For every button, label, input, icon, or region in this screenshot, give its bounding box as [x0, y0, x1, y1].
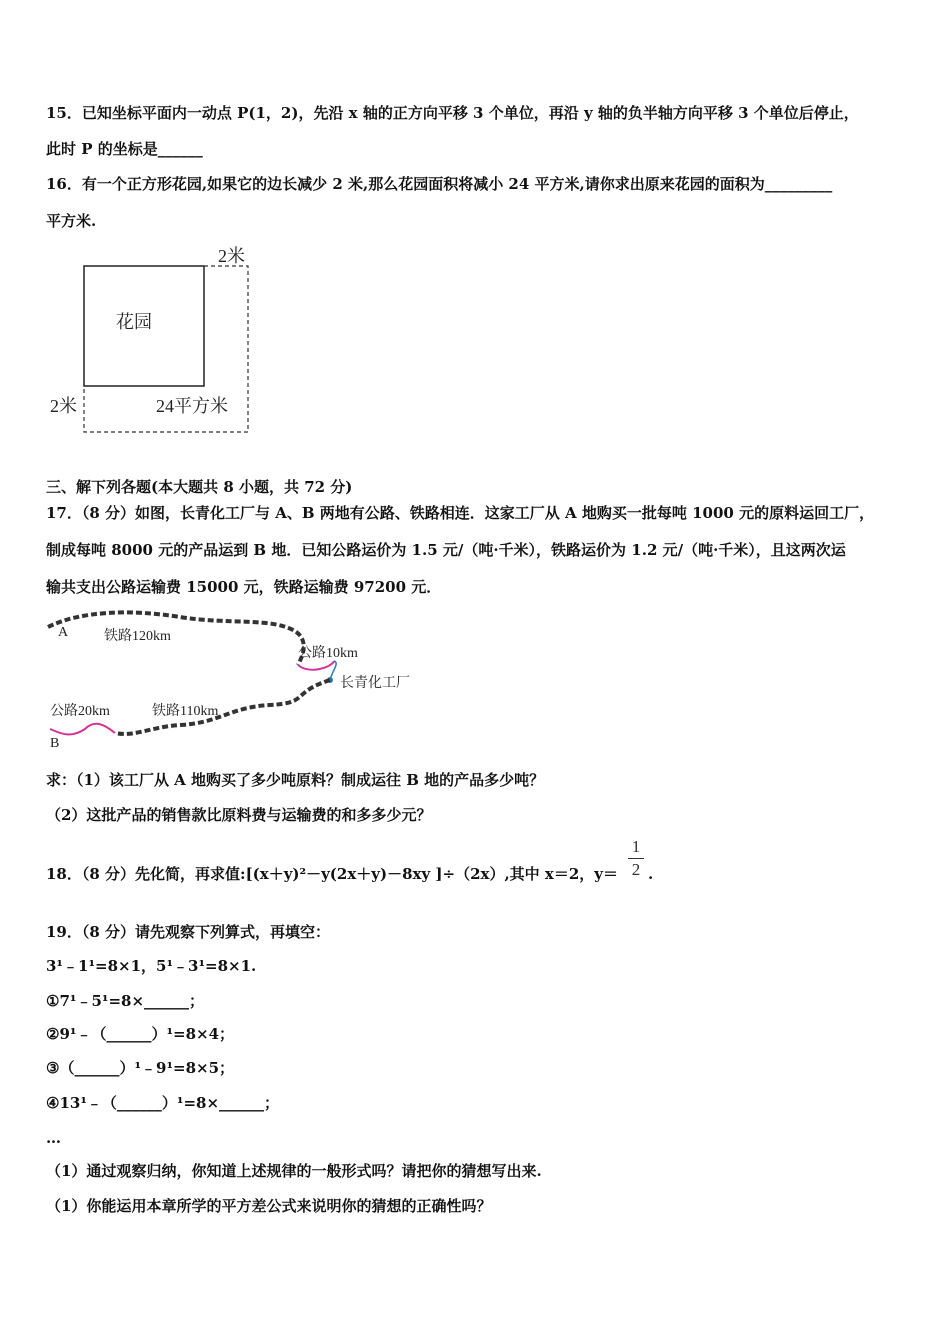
q15-line2: 此时 P 的坐标是______: [46, 140, 203, 158]
q17-ask2: （2）这批产品的销售款比原料费与运输费的和多多少元？: [46, 806, 432, 824]
garden-label-left: 2米: [50, 396, 77, 416]
map-label-rail-bottom: 铁路110km: [152, 704, 219, 719]
q19-ask1: （1）通过观察归纳，你知道上述规律的一般形式吗？请把你的猜想写出来.: [46, 1162, 542, 1180]
section3-heading: 三、解下列各题(本大题共 8 小题，共 72 分): [46, 478, 353, 496]
garden-label-top-right: 2米: [218, 246, 245, 266]
q19-ellipsis: …: [46, 1129, 61, 1147]
map-label-rail-top: 铁路120km: [104, 629, 171, 644]
q18-expression: 18．（8 分）先化简，再求值:[(x＋y)²－y(2x＋y)－8xy ]÷（2x）,其中 x＝2，y＝: [46, 865, 619, 883]
q17-line2: 制成每吨 8000 元的产品运到 B 地．已知公路运价为 1.5 元/（吨·千米），铁路运价为 1.2 元/（吨·千米），且这两次运: [46, 541, 846, 559]
q19-item3: ③（______）¹﹣9¹=8×5；: [46, 1059, 235, 1077]
q18-frac-bar: [628, 858, 644, 859]
road-bottom: [50, 724, 115, 735]
q19-example: 3¹﹣1¹=8×1，5¹﹣3¹=8×1.: [46, 957, 257, 975]
road-top: [298, 661, 334, 670]
q15-line1: 15．已知坐标平面内一动点 P(1，2)，先沿 x 轴的正方向平移 3 个单位，再沿 y 轴的负半轴方向平移 3 个单位后停止，: [46, 104, 859, 122]
railway-bottom: [115, 680, 330, 734]
q16-line2: 平方米.: [46, 212, 97, 230]
q19-ask2: （1）你能运用本章所学的平方差公式来说明你的猜想的正确性吗？: [46, 1197, 492, 1215]
q18-frac-den: 2: [631, 860, 641, 879]
garden-label-area: 24平方米: [156, 396, 228, 416]
map-label-road-bottom: 公路20km: [50, 704, 110, 719]
q18-frac-num: 1: [631, 837, 641, 856]
garden-label: 花园: [116, 312, 152, 332]
q18-end: .: [648, 865, 654, 883]
q16-line1: 16．有一个正方形花园,如果它的边长减少 2 米,那么花园面积将减小 24 平方米,请你求出原来花园的面积为_________: [46, 175, 833, 193]
map-label-road-top: 公路10km: [298, 646, 358, 661]
q19-item2: ②9¹﹣（______）¹=8×4；: [46, 1025, 235, 1043]
map-label-a: A: [58, 625, 69, 640]
q18-text: [46, 864, 618, 884]
q19-item1: ①7¹﹣5¹=8×______；: [46, 992, 205, 1010]
q17-line3: 输共支出公路运输费 15000 元，铁路运输费 97200 元．: [46, 578, 442, 596]
garden-figure: [40, 240, 270, 440]
railway-top: [48, 612, 304, 665]
map-figure: [40, 605, 460, 755]
q18-fraction: [628, 838, 644, 879]
q19-intro: 19．（8 分）请先观察下列算式，再填空：: [46, 923, 331, 941]
q19-item4: ④13¹﹣（______）¹=8×______；: [46, 1094, 280, 1112]
q17-ask1: 求：（1）该工厂从 A 地购买了多少吨原料？制成运往 B 地的产品多少吨？: [46, 771, 545, 789]
q17-line1: 17．（8 分）如图，长青化工厂与 A、B 两地有公路、铁路相连．这家工厂从 A 地购买一批每吨 1000 元的原料运回工厂，: [46, 504, 875, 522]
map-label-b: B: [50, 736, 60, 751]
map-label-factory: 长青化工厂: [340, 676, 410, 691]
